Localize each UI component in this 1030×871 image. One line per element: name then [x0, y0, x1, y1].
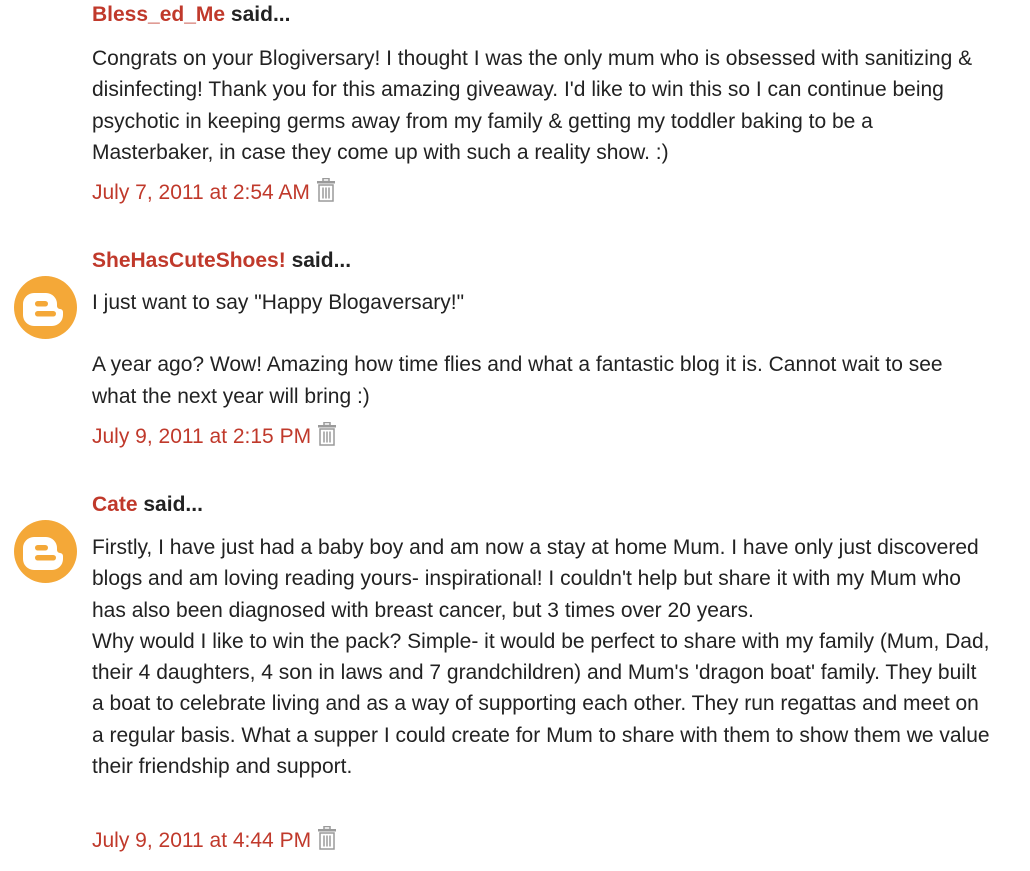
said-label: said...: [291, 249, 352, 272]
comment-footer: [92, 181, 336, 205]
comment-timestamp-link[interactable]: July 9, 2011 at 4:44 PM: [92, 829, 312, 852]
comment-author-link[interactable]: Cate: [92, 493, 138, 516]
paragraph-gap: [92, 318, 992, 349]
trash-icon[interactable]: [316, 178, 336, 202]
comment-paragraph: I just want to say "Happy Blogaversary!": [92, 291, 465, 314]
comment-author-link[interactable]: SheHasCuteShoes!: [92, 249, 286, 272]
comment-author-line: [92, 3, 290, 27]
comment-author-link[interactable]: Bless_ed_Me: [92, 3, 226, 26]
said-label: said...: [143, 493, 203, 516]
comment-body: [92, 532, 992, 782]
comment-author-line: [92, 249, 351, 273]
blogger-icon[interactable]: [14, 520, 77, 583]
blogger-icon[interactable]: [14, 276, 77, 339]
comment-paragraph: Congrats on your Blogiversary! I thought I was the only mum who is obsessed with sanitizing & disinfecting! Thank you for this amazing giveaway. I'd like to win this so I can continue being psychotic in keeping germs away from my family & getting my toddler baking to be a Masterbaker, in case they come up with such a reality show. :): [92, 47, 973, 164]
trash-icon[interactable]: [317, 422, 337, 446]
comment-timestamp-link[interactable]: July 7, 2011 at 2:54 AM: [92, 181, 310, 204]
trash-icon[interactable]: [317, 826, 337, 850]
comment-body: [92, 287, 992, 412]
comment-paragraph: Why would I like to win the pack? Simple- it would be perfect to share with my family (Mum, Dad, their 4 daughters, 4 son in laws and 7 grandchildren) and Mum's 'dragon boat' family. They built a boat to celebrate living and as a way of supporting each other. They run regattas and meet on a regular basis. What a supper I could create for Mum to share with them to show them we value their friendship and support.: [92, 629, 990, 779]
comment-paragraph: A year ago? Wow! Amazing how time flies and what a fantastic blog it is. Cannot wait to see what the next year will bring :): [92, 353, 943, 408]
comment-footer: [92, 425, 337, 449]
said-label: said...: [230, 3, 291, 26]
comment-author-line: [92, 493, 203, 517]
comment-paragraph: Firstly, I have just had a baby boy and am now a stay at home Mum. I have only just discovered blogs and am loving reading yours- inspirational! I couldn't help but share it with my Mum who has also been diagnosed with breast cancer, but 3 times over 20 years.: [92, 536, 979, 622]
comment-timestamp-link[interactable]: July 9, 2011 at 2:15 PM: [92, 425, 312, 448]
comment-footer: [92, 829, 337, 853]
comment-body: [92, 43, 992, 168]
